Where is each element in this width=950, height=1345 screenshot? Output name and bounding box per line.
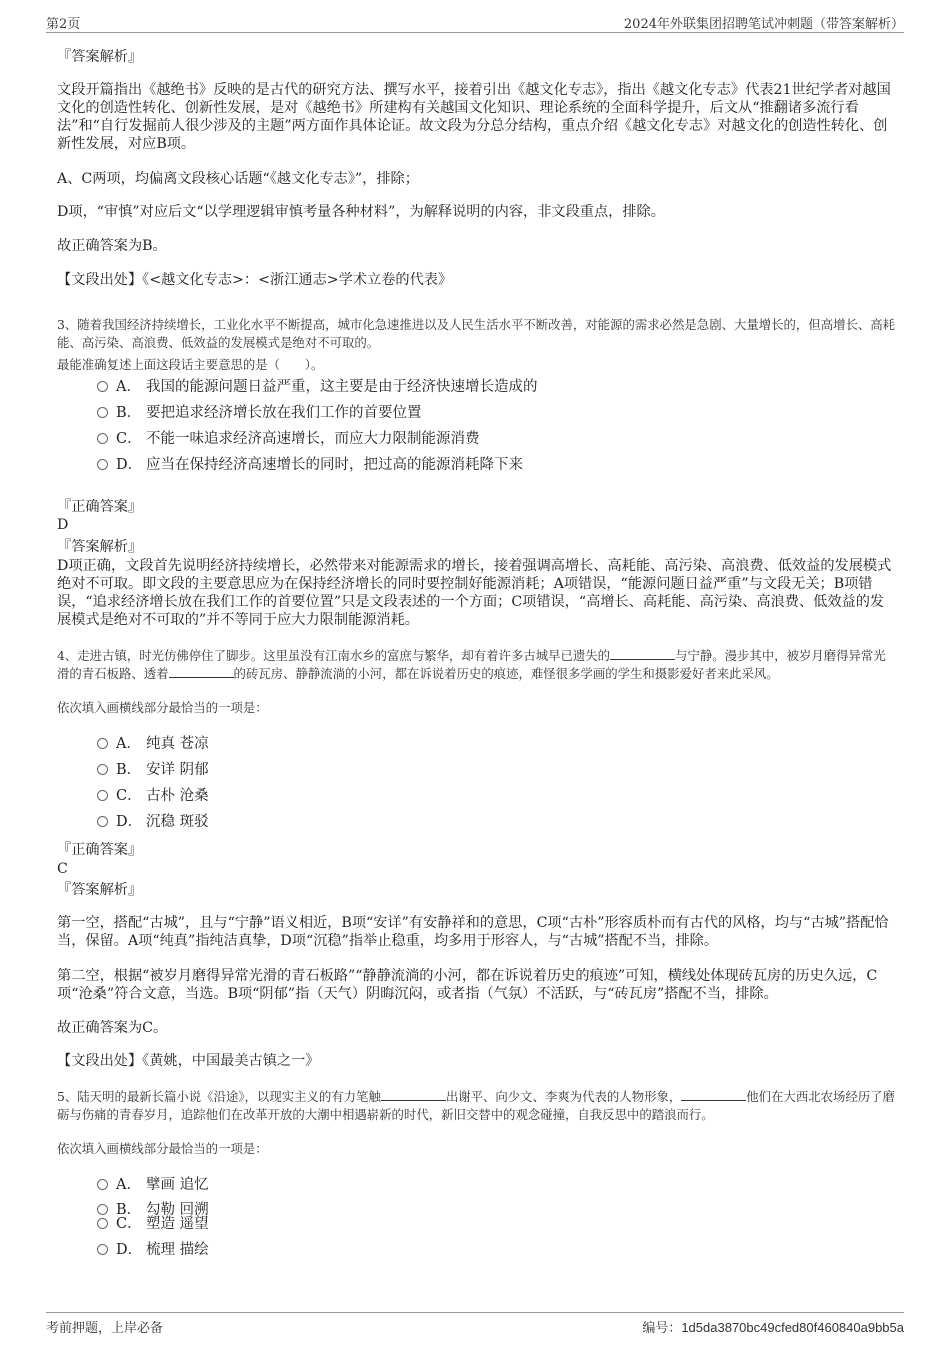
page-number: 第2页 — [46, 17, 81, 32]
q3-ask: 最能准确复述上面这段话主要意思的是（ ）。 — [57, 357, 324, 372]
q3-analysis-label: 『答案解析』 — [57, 539, 143, 555]
q4-stem: 4、走进古镇，时光仿佛停住了脚步。这里虽没有江南水乡的富庶与繁华，却有着许多古城早已遗失的 与宁静。漫步其中，被岁月磨得异常光滑的青石板路、透着 的砖瓦房、静静流淌的小河，都在诉说着历史的痕迹，难怪很多学画的学生和摄影爱好者来此采风。 — [57, 648, 886, 681]
q4-answer: C — [57, 861, 68, 877]
footer-slogan: 考前押题，上岸必备 — [46, 1321, 164, 1336]
radio-icon[interactable] — [97, 407, 108, 418]
q4-analysis-para2: 第二空，根据“被岁月磨得异常光滑的青石板路”“静静流淌的小河，都在诉说着历史的痕迹”可知，横线处体现砖瓦房的历史久远，C项“沧桑”符合文意，当选。B项“阴郁”指（天气）阴晦沉闷，或者指（气氛）不活跃，与“砖瓦房”搭配不当，排除。 — [57, 968, 878, 1002]
q3-option-b[interactable]: B． 要把追求经济增长放在我们工作的首要位置 — [97, 403, 422, 423]
q5-ask: 依次填入画横线部分最恰当的一项是： — [57, 1141, 268, 1156]
radio-icon[interactable] — [97, 738, 108, 749]
q2-analysis-para2: A、C两项，均偏离文段核心话题“《越文化专志》”，排除； — [57, 171, 419, 187]
q3-option-a[interactable]: A． 我国的能源问题日益严重，这主要是由于经济快速增长造成的 — [97, 377, 538, 397]
page-header — [46, 10, 904, 33]
q4-answer-label: 『正确答案』 — [57, 842, 143, 858]
q5-option-c[interactable]: C． 塑造 遥望 — [97, 1214, 209, 1234]
q4-option-d[interactable]: D． 沉稳 斑驳 — [97, 812, 209, 832]
q4-analysis-para3: 故正确答案为C。 — [57, 1020, 168, 1036]
q4-option-b[interactable]: B． 安详 阴郁 — [97, 760, 209, 780]
radio-icon[interactable] — [97, 1244, 108, 1255]
q5-option-a[interactable]: A． 擘画 追忆 — [97, 1175, 209, 1195]
q4-option-a[interactable]: A． 纯真 苍凉 — [97, 734, 209, 754]
q4-analysis-para1: 第一空，搭配“古城”，且与“宁静”语义相近，B项“安详”有安静祥和的意思，C项“古朴”形容质朴而有古代的风格，均与“古城”搭配恰当，保留。A项“纯真”指纯洁真挚，D项“沉稳”指举止稳重，均多用于形容人，与“古城”搭配不当，排除。 — [57, 915, 889, 949]
q3-option-d[interactable]: D． 应当在保持经济高速增长的同时，把过高的能源消耗降下来 — [97, 455, 523, 475]
q3-analysis: D项正确，文段首先说明经济持续增长，必然带来对能源需求的增长，接着强调高增长、高耗能、高污染、高浪费、低效益的发展模式绝对不可取。即文段的主要意思应为在保持经济增长的同时要控制好能源消耗；A项错误，“能源问题日益严重”与文段无关；B项错误，“追求经济增长放在我们工作的首要位置”只是文段表述的一个方面；C项错误，“高增长、高耗能、高污染、高浪费、低效益的发展模式是绝对不可取的”并不等同于应大力限制能源消耗。 — [57, 558, 892, 628]
q2-analysis-para1: 文段开篇指出《越绝书》反映的是古代的研究方法、撰写水平，接着引出《越文化专志》，指出《越文化专志》代表21世纪学者对越国文化的创造性转化、创新性发展，是对《越绝书》所建构有关越国文化知识、理论系统的全面科学提升，后文从“推翻诸多流行看法”和“自行发掘前人很少涉及的主题”两方面作具体论证。故文段为分总分结构，重点介绍《越文化专志》对越文化的创造性转化、创新性发展，对应B项。 — [57, 82, 891, 152]
radio-icon[interactable] — [97, 1179, 108, 1190]
q3-option-c[interactable]: C． 不能一味追求经济高速增长，而应大力限制能源消费 — [97, 429, 480, 449]
fill-blank — [381, 1088, 446, 1101]
radio-icon[interactable] — [97, 433, 108, 444]
q4-analysis-label: 『答案解析』 — [57, 882, 143, 898]
page-footer — [46, 1312, 904, 1341]
q4-option-c[interactable]: C． 古朴 沧桑 — [97, 786, 209, 806]
q5-option-b[interactable]: B． 勾勒 回溯 — [97, 1200, 209, 1220]
radio-icon[interactable] — [97, 764, 108, 775]
q5-stem: 5、陆天明的最新长篇小说《沿途》，以现实主义的有力笔触 出谢平、向少文、李爽为代表的人物形象， 他们在大西北农场经历了磨砺与伤痛的青春岁月，追踪他们在改革开放的大潮中相遇崭新的时代，新旧交替中的观念碰撞，自我反思中的踏浪而行。 — [57, 1089, 895, 1122]
radio-icon[interactable] — [97, 381, 108, 392]
q5-option-d[interactable]: D． 梳理 描绘 — [97, 1240, 209, 1260]
fill-blank — [681, 1088, 746, 1101]
q4-source: 【文段出处】《黄姚，中国最美古镇之一》 — [57, 1053, 320, 1069]
radio-icon[interactable] — [97, 459, 108, 470]
radio-icon[interactable] — [97, 1204, 108, 1215]
document-title: 2024年外联集团招聘笔试冲刺题（带答案解析） — [623, 17, 904, 32]
q3-stem: 3、随着我国经济持续增长，工业化水平不断提高，城市化急速推进以及人民生活水平不断改善，对能源的需求必然是急剧、大量增长的，但高增长、高耗能、高污染、高浪费、低效益的发展模式是绝对不可取的。 — [57, 317, 896, 350]
radio-icon[interactable] — [97, 816, 108, 827]
fill-blank — [610, 647, 675, 660]
q2-analysis-label: 『答案解析』 — [57, 49, 143, 65]
q3-answer-label: 『正确答案』 — [57, 499, 143, 515]
radio-icon[interactable] — [97, 1218, 108, 1229]
fill-blank — [169, 665, 234, 678]
q2-analysis-para3: D项，“审慎”对应后文“以学理逻辑审慎考量各种材料”，为解释说明的内容，非文段重点，排除。 — [57, 204, 665, 220]
q4-ask: 依次填入画横线部分最恰当的一项是： — [57, 700, 268, 715]
q3-answer: D — [57, 517, 69, 533]
q2-source: 【文段出处】《<越文化专志>：<浙江通志>学术立卷的代表》 — [57, 272, 453, 288]
document-code: 编号：1d5da3870bc49cfed80f460840a9bb5a — [642, 1320, 904, 1336]
radio-icon[interactable] — [97, 790, 108, 801]
q2-analysis-para4: 故正确答案为B。 — [57, 238, 167, 254]
